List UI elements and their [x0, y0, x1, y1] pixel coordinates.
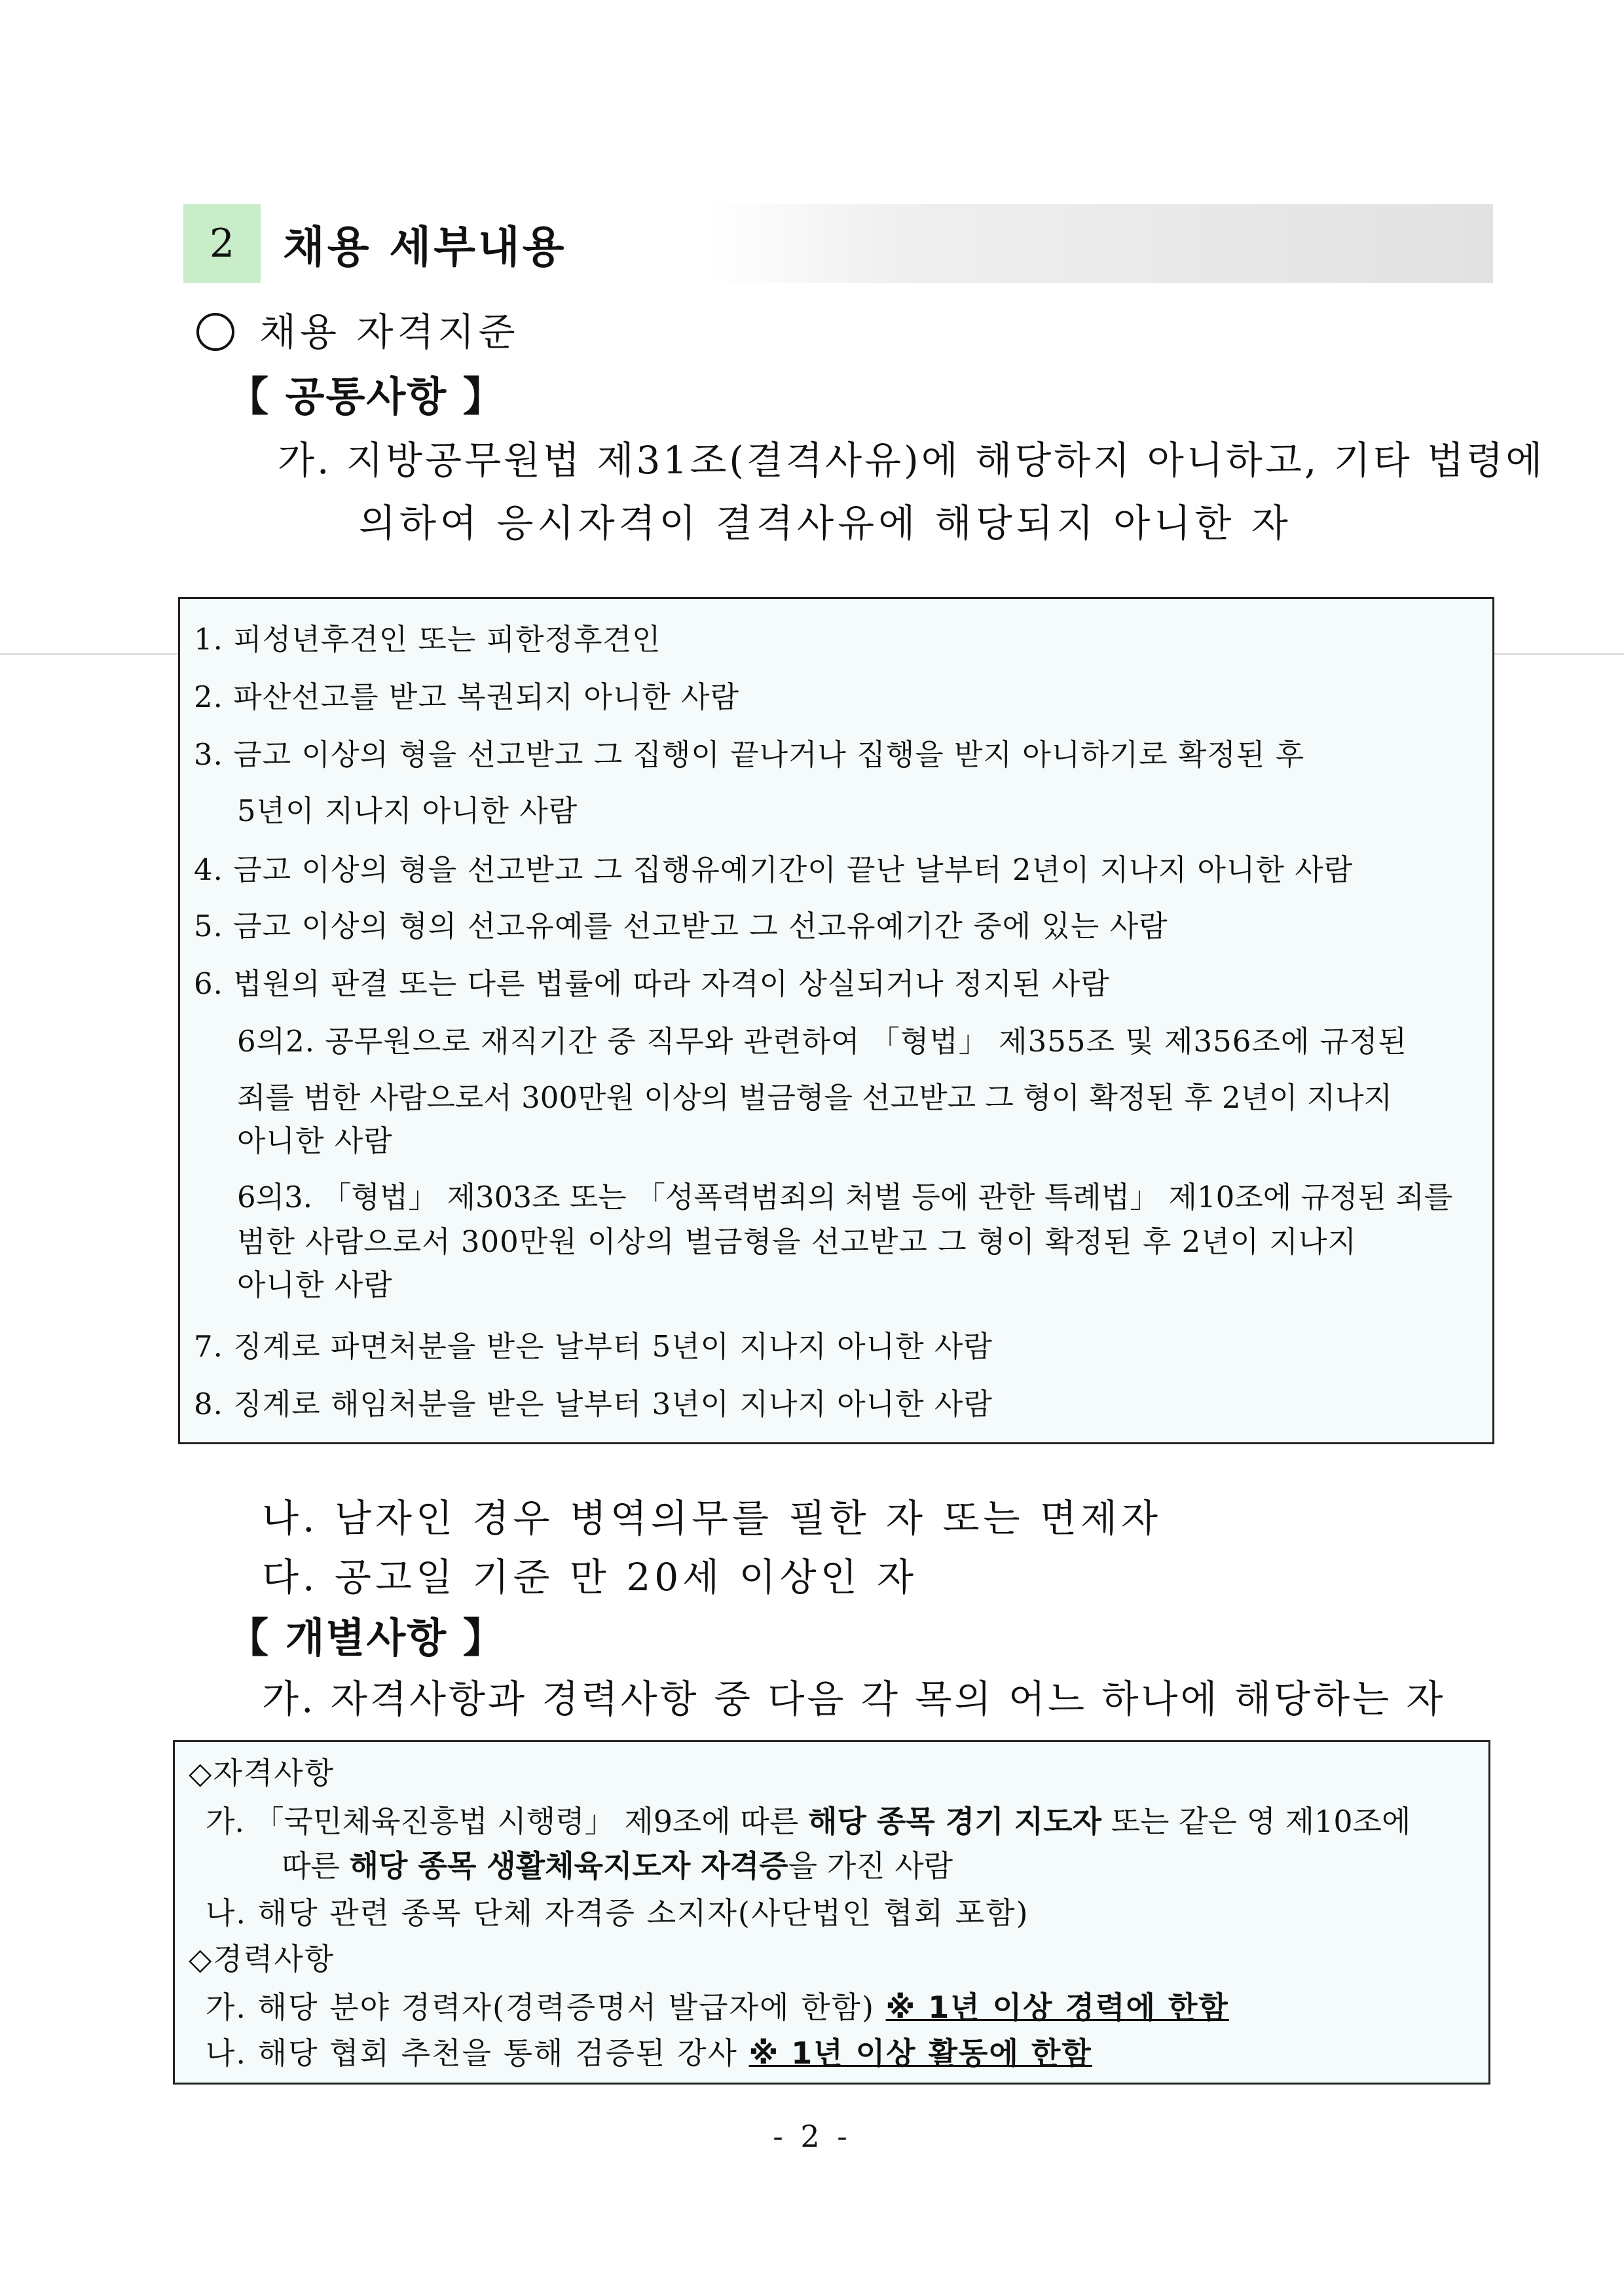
list-item: 7. 징계로 파면처분을 받은 날부터 5년이 지나지 아니한 사람: [194, 1329, 993, 1364]
list-item: 죄를 범한 사람으로서 300만원 이상의 벌금형을 선고받고 그 형이 확정된 후 2년이 지나지: [237, 1080, 1393, 1115]
list-item: 아니한 사람: [237, 1123, 393, 1158]
list-item: 3. 금고 이상의 형을 선고받고 그 집행이 끝나거나 집행을 받지 아니하기로 확정된 후: [194, 737, 1305, 772]
section-number: 2: [183, 204, 261, 283]
list-item: 6의3. 「형법」 제303조 또는 「성폭력범죄의 처벌 등에 관한 특례법」 제10조에 규정된 죄를: [237, 1180, 1453, 1214]
qual-item-ga-cont: 따른 해당 종목 생활체육지도자 자격증을 가진 사람: [282, 1848, 953, 1884]
list-item: 범한 사람으로서 300만원 이상의 벌금형을 선고받고 그 형이 확정된 후 2년이 지나지: [237, 1224, 1357, 1259]
qual-title: ◇자격사항: [189, 1755, 335, 1791]
list-item: 1. 피성년후견인 또는 피한정후견인: [194, 622, 661, 657]
list-item: 아니한 사람: [237, 1267, 393, 1302]
common-item-da: 다. 공고일 기준 만 20세 이상인 자: [262, 1555, 918, 1599]
list-item: 2. 파산선고를 받고 복권되지 아니한 사람: [194, 680, 739, 714]
list-item: 6의2. 공무원으로 재직기간 중 직무와 관련하여 「형법」 제355조 및 제356조에 규정된: [237, 1024, 1408, 1059]
career-item-ga: 가. 해당 분야 경력자(경력증명서 발급자에 한함) ※ 1년 이상 경력에 한함: [206, 1990, 1229, 2025]
section-title: 채용 세부내용: [283, 222, 567, 272]
career-item-na: 나. 해당 협회 추천을 통해 검증된 강사 ※ 1년 이상 활동에 한함: [206, 2035, 1092, 2071]
common-item-ga-line1: 가. 지방공무원법 제31조(결격사유)에 해당하지 아니하고, 기타 법령에: [278, 438, 1545, 483]
qualification-heading: 채용 자격지준: [259, 310, 519, 354]
circle-bullet-icon: [196, 313, 234, 351]
individual-heading: 【 개별사항 】: [228, 1614, 505, 1662]
list-item: 5. 금고 이상의 형의 선고유예를 선고받고 그 선고유예기간 중에 있는 사람: [194, 909, 1168, 943]
qual-item-na: 나. 해당 관련 종목 단체 자격증 소지자(사단법인 협회 포함): [206, 1895, 1029, 1931]
list-item: 6. 법원의 판결 또는 다른 법률에 따라 자격이 상실되거나 정지된 사람: [194, 966, 1110, 1001]
common-item-ga-line2: 의하여 응시자격이 결격사유에 해당되지 아니한 자: [359, 501, 1292, 545]
page-number: - 2 -: [773, 2119, 851, 2154]
list-item: 5년이 지나지 아니한 사람: [237, 793, 578, 828]
common-heading: 【 공통사항 】: [228, 373, 505, 420]
common-item-na: 나. 남자인 경우 병역의무를 필한 자 또는 면제자: [262, 1496, 1162, 1540]
list-item: 8. 징계로 해임처분을 받은 날부터 3년이 지나지 아니한 사람: [194, 1387, 993, 1421]
qual-item-ga: 가. 「국민체육진흥법 시행령」 제9조에 따른 해당 종목 경기 지도자 또는 같은 영 제10조에: [206, 1804, 1411, 1839]
individual-item-ga: 가. 자격사항과 경력사항 중 다음 각 목의 어느 하나에 해당하는 자: [262, 1677, 1446, 1721]
list-item: 4. 금고 이상의 형을 선고받고 그 집행유예기간이 끝난 날부터 2년이 지나지 아니한 사람: [194, 852, 1354, 887]
career-title: ◇경력사항: [189, 1941, 335, 1977]
